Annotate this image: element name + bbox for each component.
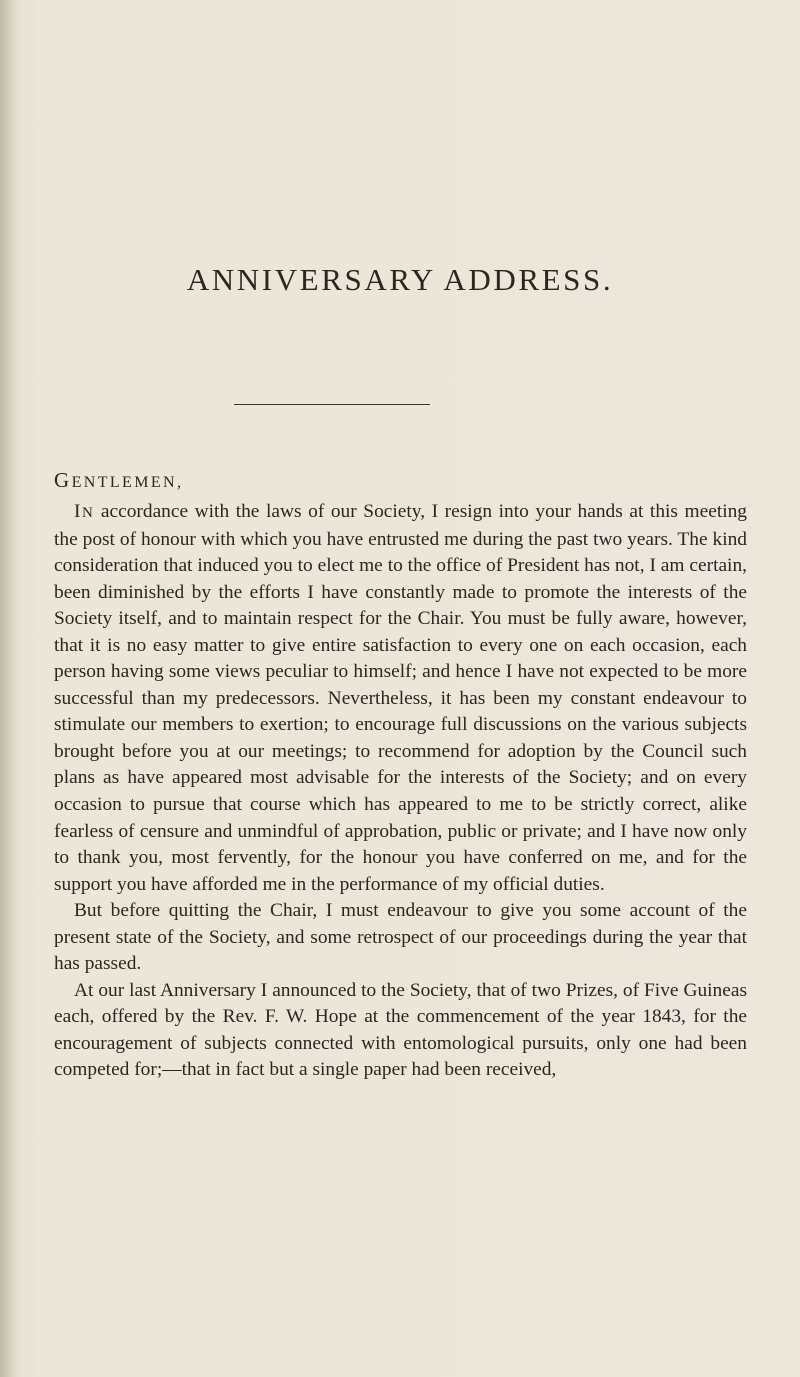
page-title: ANNIVERSARY ADDRESS. xyxy=(186,262,614,297)
paragraph-3: At our last Anniversary I announced to the Society, that of two Prizes, of Five Guineas each, offered by the Rev. F. W. Hope at the commencement of the year 1843, for the encouragement of subjects connected with entomological pursuits, only one had been competed for;—that in fact but a single paper had been received, xyxy=(54,979,747,1081)
salutation xyxy=(54,467,747,496)
body-text xyxy=(54,467,747,1084)
page-gutter-shadow xyxy=(0,0,18,1377)
paragraph-1-lead-rest: N xyxy=(81,505,95,521)
salutation-initial: G xyxy=(54,468,72,492)
paragraph-1-lead-initial: I xyxy=(74,501,82,522)
salutation-rest: ENTLEMEN, xyxy=(71,474,184,491)
paragraph-2: But before quitting the Chair, I must endeavour to give you some account of the present state of the Society, and some retrospect of our proceedings during the year that has passed. xyxy=(54,900,747,975)
paragraph-1-lead xyxy=(74,501,95,522)
paragraph-1-text: accordance with the laws of our Society, I resign into your hands at this meeting the post of honour with which you have entrusted me during the past two years. The kind consideration that induced you to elect me to the office of President has not, I am certain, been diminished by the efforts I have constantly made to promote the interests of the Society itself, and to maintain respect for the Chair. You must be fully aware, however, that it is no easy matter to give entire satisfaction to every one on each occasion, each person having some views peculiar to himself; and hence I have not expected to be more successful than my predecessors. Nevertheless, it has been my constant endeavour to stimulate our members to exertion; to encourage full discussions on the various subjects brought before you at our meetings; to recommend for adoption by the Council such plans as have appeared most advisable for the interests of the Society; and on every occasion to pursue that course which has appeared to me to be strictly correct, alike fearless of censure and unmindful of approbation, public or private; and I have now only to thank you, most fervently, for the honour you have conferred on me, and for the support you have afforded me in the performance of my official duties. xyxy=(54,501,747,895)
paragraph-1 xyxy=(54,499,747,898)
title-divider xyxy=(234,404,430,405)
